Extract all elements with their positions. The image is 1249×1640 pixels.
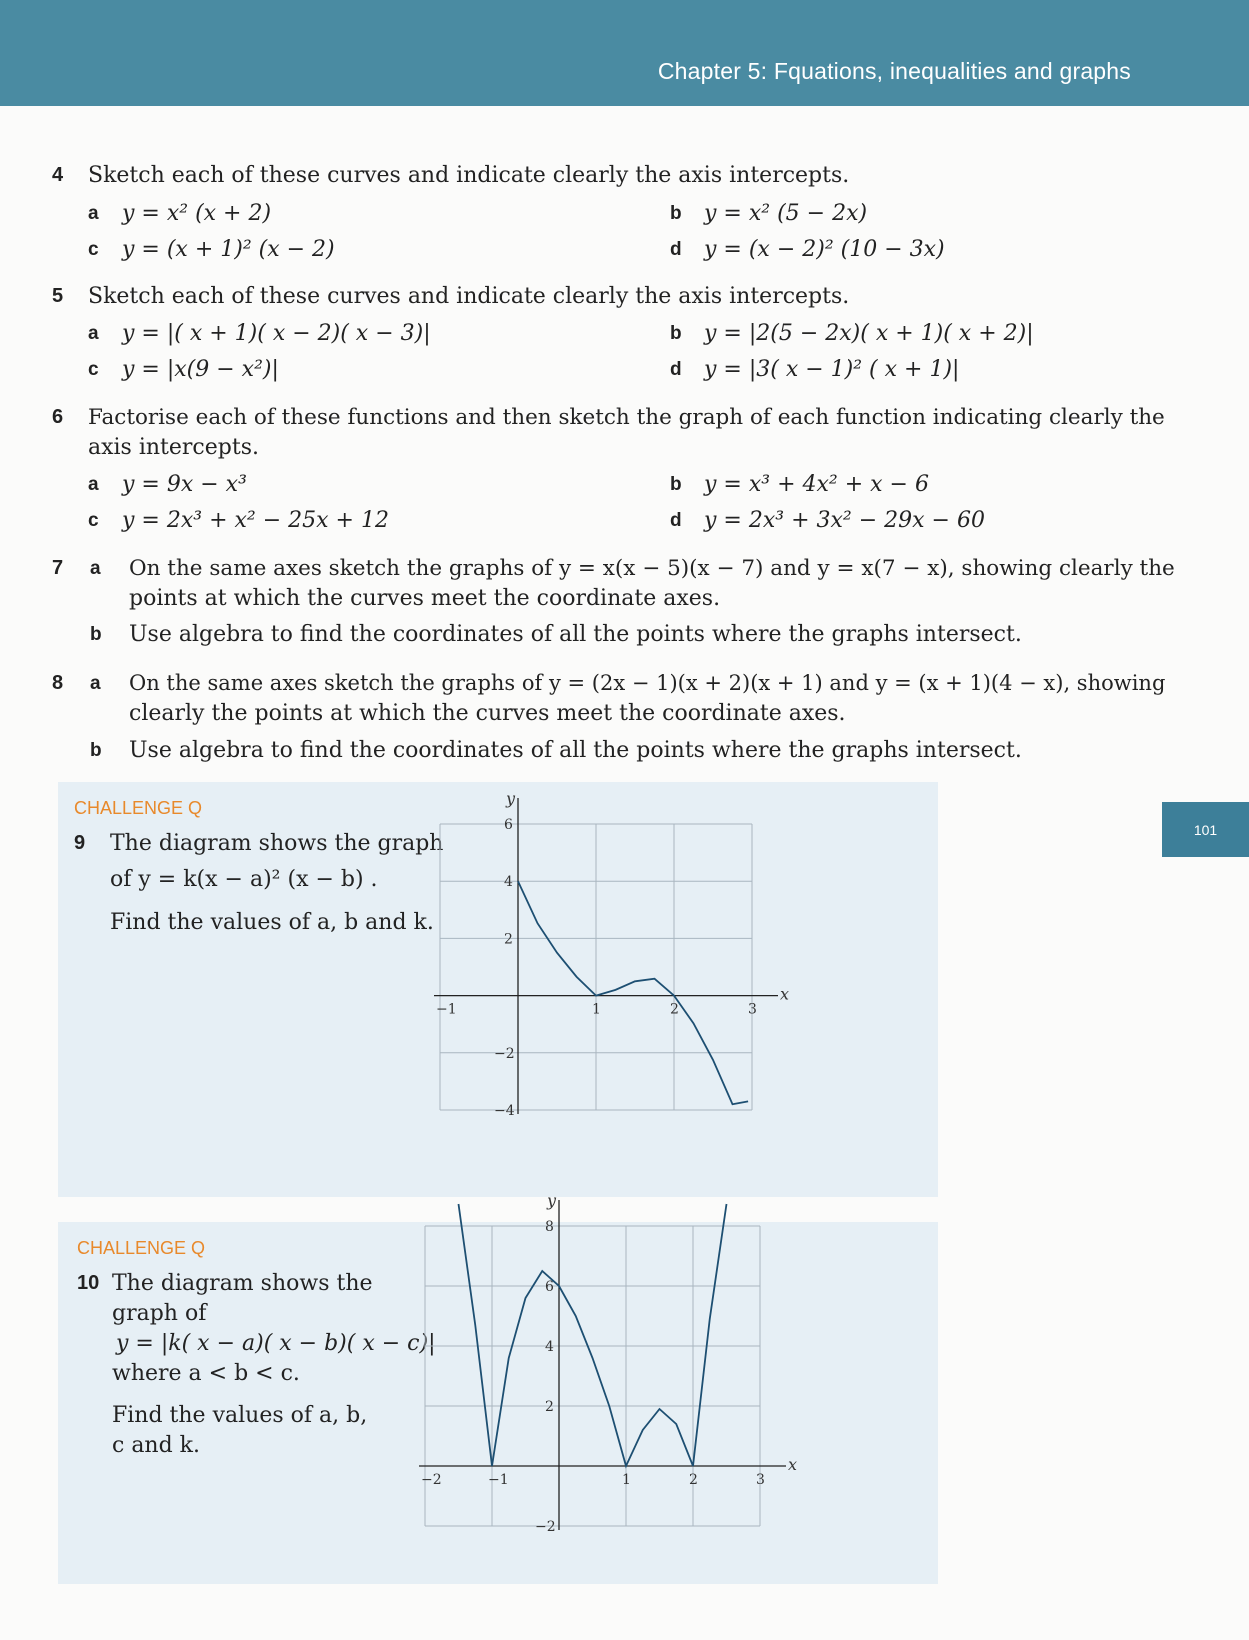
- x-tick-label: 2: [670, 1001, 679, 1018]
- question-7b-label: b: [90, 624, 102, 645]
- question-5-text: Sketch each of these curves and indicate clearly the axis intercepts.: [88, 284, 850, 309]
- question-9-line1: The diagram shows the graph: [110, 831, 444, 856]
- question-4-number: 4: [52, 164, 64, 186]
- graph-9-y-axis-label: y: [506, 789, 516, 808]
- question-5d-expr: y = |3( x − 1)² ( x + 1)|: [704, 357, 960, 382]
- question-6a-expr: y = 9x − x³: [122, 472, 247, 497]
- y-tick-label: 6: [545, 1279, 554, 1295]
- graph-10-y-axis-label: y: [547, 1191, 557, 1210]
- question-10-line5: Find the values of a, b,: [112, 1403, 368, 1428]
- question-10-line4: where a < b < c.: [112, 1361, 300, 1386]
- question-4-text: Sketch each of these curves and indicate clearly the axis intercepts.: [88, 163, 850, 188]
- challenge-9-label: CHALLENGE Q: [74, 798, 203, 818]
- challenge-10-label: CHALLENGE Q: [77, 1238, 206, 1258]
- x-tick-label: −1: [436, 1001, 457, 1018]
- question-4d-expr: y = (x − 2)² (10 − 3x): [704, 237, 945, 262]
- y-tick-label: 8: [545, 1219, 554, 1235]
- question-6a-label: a: [88, 474, 99, 495]
- question-5a-expr: y = |( x + 1)( x − 2)( x − 3)|: [122, 321, 431, 346]
- question-6d-expr: y = 2x³ + 3x² − 29x − 60: [704, 508, 985, 533]
- question-4a-expr: y = x² (x + 2): [122, 201, 272, 226]
- challenge-10-graph: [420, 1191, 840, 1560]
- x-tick-label: 1: [622, 1472, 631, 1488]
- y-tick-label: 2: [545, 1399, 554, 1415]
- question-9-number: 9: [74, 832, 86, 854]
- x-tick-label: 1: [592, 1001, 601, 1018]
- question-9-line3: Find the values of a, b and k.: [110, 910, 434, 935]
- question-8b-label: b: [90, 740, 102, 761]
- question-4a-label: a: [88, 203, 99, 224]
- question-5a-label: a: [88, 323, 99, 344]
- question-8b-text: Use algebra to find the coordinates of all the points where the graphs intersect.: [129, 738, 1022, 763]
- question-8a-line2: clearly the points at which the curves meet the coordinate axes.: [129, 701, 846, 726]
- question-6d-label: d: [670, 510, 682, 531]
- question-6b-expr: y = x³ + 4x² + x − 6: [704, 472, 929, 497]
- x-tick-label: 3: [748, 1001, 757, 1018]
- y-tick-label: −4: [494, 1103, 515, 1119]
- question-5d-label: d: [670, 359, 682, 380]
- question-6-text-line2: axis intercepts.: [88, 435, 259, 460]
- chapter-title: Chapter 5: Fquations, inequalities and graphs: [657, 58, 1131, 84]
- question-9-line2: of y = k(x − a)² (x − b) .: [110, 867, 378, 892]
- question-8a-line1: On the same axes sketch the graphs of y = (2x − 1)(x + 2)(x + 1) and y = (x + 1)(4 − x), showing: [129, 671, 1166, 695]
- question-6c-expr: y = 2x³ + x² − 25x + 12: [122, 508, 389, 533]
- question-5c-expr: y = |x(9 − x²)|: [122, 357, 279, 382]
- question-4c-expr: y = (x + 1)² (x − 2): [122, 237, 335, 262]
- question-4d-label: d: [670, 239, 682, 260]
- question-5b-label: b: [670, 323, 682, 344]
- challenge-9-graph: [430, 789, 830, 1165]
- question-4c-label: c: [88, 239, 99, 260]
- question-4b-label: b: [670, 203, 682, 224]
- y-tick-label: −2: [494, 1045, 515, 1062]
- graph-10-grid: [425, 1226, 760, 1526]
- question-8a-label: a: [90, 673, 101, 694]
- question-10-line3: y = |k( x − a)( x − b)( x − c)|: [116, 1331, 436, 1356]
- question-6-text-line1: Factorise each of these functions and then sketch the graph of each function indicating clearly the: [88, 405, 1165, 430]
- x-tick-label: −2: [421, 1472, 442, 1488]
- question-10-line6: c and k.: [112, 1433, 200, 1458]
- chapter-header: [0, 0, 1249, 106]
- question-6b-label: b: [670, 474, 682, 495]
- question-4b-expr: y = x² (5 − 2x): [704, 201, 868, 226]
- graph-9-axes: [434, 798, 778, 1114]
- graph-9-x-axis-label: x: [780, 984, 790, 1004]
- graph-10-tick-labels: [421, 1219, 765, 1535]
- question-7b-text: Use algebra to find the coordinates of all the points where the graphs intersect.: [129, 622, 1022, 647]
- question-10-number: 10: [77, 1272, 100, 1294]
- x-tick-label: −1: [488, 1472, 509, 1488]
- question-5-number: 5: [52, 285, 64, 307]
- question-5c-label: c: [88, 359, 99, 380]
- page-number: 101: [1162, 802, 1249, 857]
- question-8-number: 8: [52, 672, 64, 694]
- y-tick-label: 4: [545, 1339, 554, 1355]
- question-10-line1: The diagram shows the: [112, 1271, 373, 1296]
- question-7a-line2: points at which the curves meet the coordinate axes.: [129, 586, 721, 611]
- x-tick-label: 3: [756, 1472, 765, 1488]
- y-tick-label: −2: [535, 1519, 556, 1535]
- graph-9-grid: [440, 824, 752, 1110]
- question-7a-line1: On the same axes sketch the graphs of y = x(x − 5)(x − 7) and y = x(7 − x), showing clearly the: [129, 556, 1175, 581]
- question-7a-label: a: [90, 558, 101, 579]
- question-6-number: 6: [52, 406, 64, 428]
- x-tick-label: 2: [689, 1472, 698, 1488]
- question-5b-expr: y = |2(5 − 2x)( x + 1)( x + 2)|: [704, 321, 1034, 346]
- question-10-line2: graph of: [112, 1301, 207, 1326]
- graph-10-x-axis-label: x: [788, 1455, 798, 1474]
- question-7-number: 7: [52, 557, 64, 579]
- y-tick-label: 2: [504, 931, 513, 948]
- y-tick-label: 4: [504, 874, 513, 891]
- y-tick-label: 6: [504, 817, 513, 833]
- question-6c-label: c: [88, 510, 99, 531]
- graph-9-curve: [518, 881, 748, 1104]
